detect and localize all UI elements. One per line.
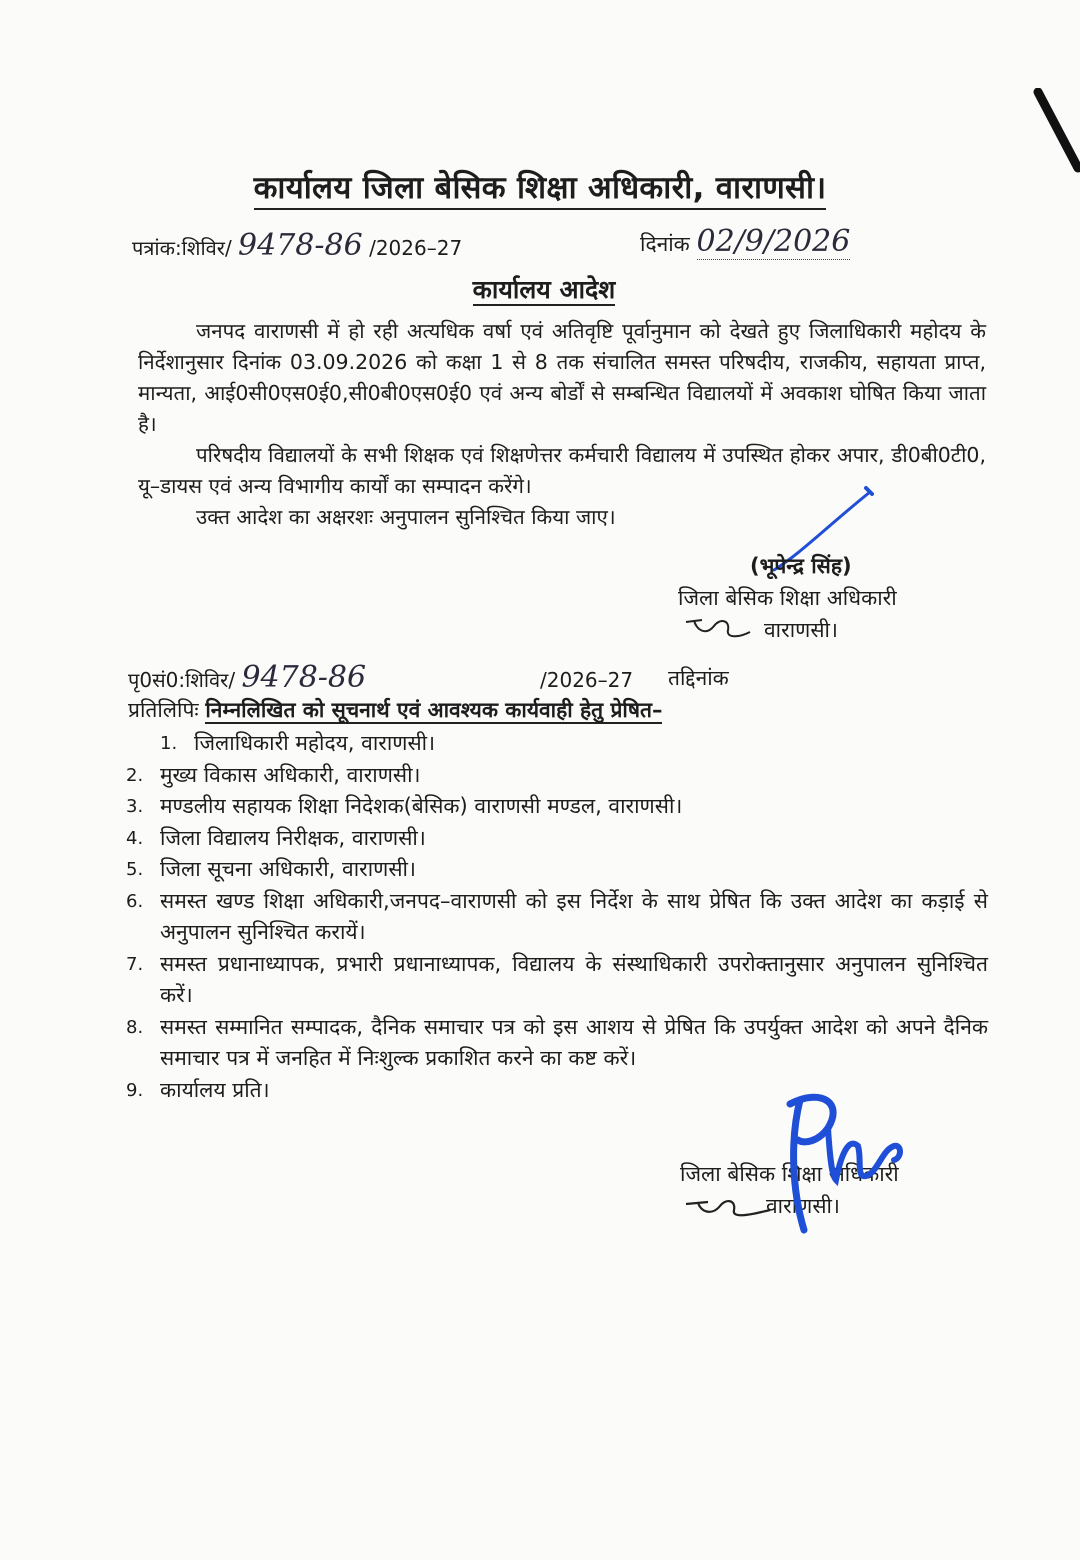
date-value-handwritten: 02/9/2026 bbox=[696, 224, 851, 259]
scan-edge-mark bbox=[1030, 88, 1080, 178]
list-item-number: 4. bbox=[126, 827, 144, 849]
initials-icon bbox=[684, 614, 754, 644]
list-item bbox=[126, 1012, 988, 1075]
office-heading bbox=[0, 166, 1080, 208]
signatory-designation: जिला बेसिक शिक्षा अधिकारी bbox=[680, 1162, 899, 1186]
date-label: दिनांक bbox=[640, 232, 690, 256]
list-item-text: मण्डलीय सहायक शिक्षा निदेशक(बेसिक) वाराणसी मण्डल, वाराणसी। bbox=[160, 794, 683, 818]
cc-label: प्रतिलिपिः bbox=[128, 698, 199, 722]
list-item-text: समस्त प्रधानाध्यापक, प्रभारी प्रधानाध्यापक, विद्यालय के संस्थाधिकारी उपरोक्तानुसार अनुपालन सुनिश्चित करें। bbox=[160, 951, 988, 1007]
list-item-text: समस्त सम्मानित सम्पादक, दैनिक समाचार पत्र को इस आशय से प्रेषित कि उपर्युक्त आदेश को अपने दैनिक समाचार पत्र में जनहित में निःशुल्क प्रकाशित करने का कष्ट करें। bbox=[160, 1014, 988, 1070]
order-paragraph: उक्त आदेश का अक्षरशः अनुपालन सुनिश्चित किया जाए। bbox=[196, 505, 616, 529]
signatory-designation: जिला बेसिक शिक्षा अधिकारी bbox=[678, 586, 897, 610]
list-item-number: 8. bbox=[126, 1016, 144, 1038]
reference-number bbox=[132, 228, 462, 263]
initials-icon bbox=[684, 1192, 774, 1222]
list-item-number: 9. bbox=[126, 1079, 144, 1101]
list-item-number: 1. bbox=[160, 733, 178, 754]
list-item-number: 7. bbox=[126, 953, 144, 975]
endorsement-same-date: तद्दिनांक bbox=[668, 666, 729, 690]
list-item-text: जिला सूचना अधिकारी, वाराणसी। bbox=[160, 857, 416, 881]
list-item bbox=[126, 823, 988, 855]
endorsement-ref-prefix: पृ0सं0:शिविर/ bbox=[128, 668, 236, 692]
cc-heading bbox=[128, 696, 662, 724]
order-title-text: कार्यालय आदेश bbox=[472, 275, 616, 304]
endorsement-ref-number-handwritten: 9478-86 bbox=[241, 660, 367, 695]
order-paragraph: परिषदीय विद्यालयों के सभी शिक्षक एवं शिक्षणेत्तर कर्मचारी विद्यालय में उपस्थित होकर अपार, डी0बी0टी0, यू–डायस एवं अन्य विभागीय कार्यों का सम्पादन करेंगे। bbox=[138, 443, 986, 498]
date-field bbox=[640, 224, 850, 259]
endorsement-ref-suffix: /2026–27 bbox=[540, 668, 634, 692]
office-title: कार्यालय जिला बेसिक शिक्षा अधिकारी, वाराणसी। bbox=[254, 170, 827, 210]
list-item bbox=[126, 949, 988, 1012]
ref-number-handwritten: 9478-86 bbox=[238, 228, 363, 263]
signatory-name: (भूपेन्द्र सिंह) bbox=[750, 554, 852, 578]
list-item-number: 5. bbox=[126, 859, 144, 880]
list-item bbox=[126, 791, 988, 823]
list-item-number: 2. bbox=[126, 764, 144, 786]
list-item bbox=[126, 728, 988, 760]
list-item-text: मुख्य विकास अधिकारी, वाराणसी। bbox=[160, 762, 421, 787]
cc-heading-text: निम्नलिखित को सूचनार्थ एवं आवश्यक कार्यवाही हेतु प्रेषित– bbox=[205, 698, 663, 722]
list-item-number: 3. bbox=[126, 796, 144, 817]
list-item-text: कार्यालय प्रति। bbox=[160, 1077, 270, 1102]
list-item-text: समस्त खण्ड शिक्षा अधिकारी,जनपद–वाराणसी को इस निर्देश के साथ प्रेषित कि उक्त आदेश का कड़ाई से अनुपालन सुनिश्चित करायें। bbox=[160, 888, 988, 944]
list-item bbox=[126, 760, 988, 792]
order-title bbox=[0, 272, 1080, 306]
list-item-number: 6. bbox=[126, 890, 144, 912]
ref-prefix: पत्रांक:शिविर/ bbox=[132, 236, 232, 260]
ref-suffix: /2026–27 bbox=[369, 236, 463, 260]
list-item bbox=[126, 854, 988, 886]
signatory-city: वाराणसी। bbox=[764, 618, 838, 642]
recipient-list bbox=[126, 728, 988, 1106]
signatory-city: वाराणसी। bbox=[766, 1194, 840, 1218]
order-paragraph: जनपद वाराणसी में हो रही अत्यधिक वर्षा एवं अतिवृष्टि पूर्वानुमान को देखते हुए जिलाधिकारी महोदय के निर्देशानुसार दिनांक 03.09.2026 को कक्षा 1 से 8 तक संचालित समस्त परिषदीय, राजकीय, सहायता प्राप्त, मान्यता, आई0सी0एस0ई0,सी0बी0एस0ई0 एवं अन्य बोर्डों से सम्बन्धित विद्यालयों में अवकाश घोषित किया जाता है। bbox=[138, 319, 986, 436]
list-item-text: जिला विद्यालय निरीक्षक, वाराणसी। bbox=[160, 825, 426, 850]
blue-signature-icon bbox=[770, 1080, 910, 1240]
endorsement-reference bbox=[128, 660, 729, 695]
list-item-text: जिलाधिकारी महोदय, वाराणसी। bbox=[194, 731, 436, 755]
list-item bbox=[126, 886, 988, 949]
